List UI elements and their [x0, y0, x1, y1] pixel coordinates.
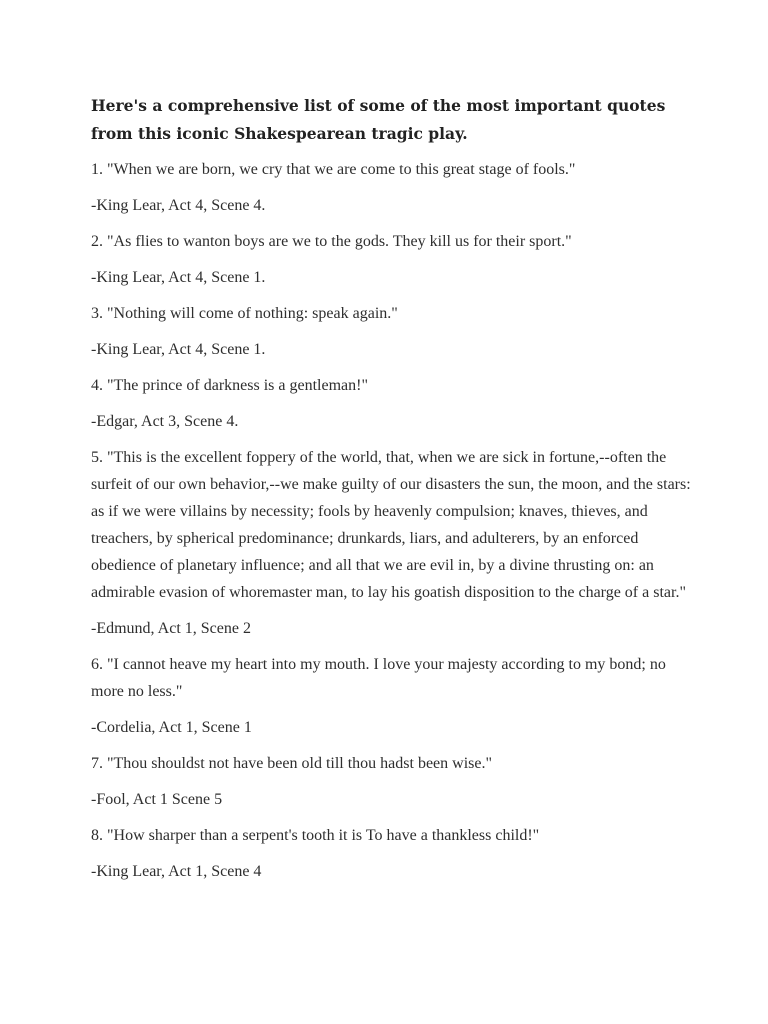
quote-5-text: 5. "This is the excellent foppery of the world, that, when we are sick in fortune,--often the surfeit of our own behavior,--we make guilty of our disasters the sun, the moon, and the stars: as if we were villains by necessity; fools by heavenly compulsion; knaves, thieves, and treachers, by spherical predominance; drunkards, liars, and adulterers, by an enforced obedience of planetary influence; and all that we are evil in, by a divine thrusting on: an admirable evasion of whoremaster man, to lay his goatish disposition to the charge of a star." [91, 449, 691, 601]
document-body [91, 92, 691, 894]
quote-3-attribution: -King Lear, Act 4, Scene 1. [91, 341, 266, 358]
quote-5-attribution: -Edmund, Act 1, Scene 2 [91, 620, 251, 637]
quote-4-attribution: -Edgar, Act 3, Scene 4. [91, 413, 239, 430]
quote-1-text: 1. "When we are born, we cry that we are come to this great stage of fools." [91, 161, 576, 178]
quote-6-text: 6. "I cannot heave my heart into my mouth. I love your majesty according to my bond; no more no less." [91, 656, 666, 700]
quote-8-text: 8. "How sharper than a serpent's tooth it is To have a thankless child!" [91, 827, 540, 844]
quote-4-text: 4. "The prince of darkness is a gentleman!" [91, 377, 368, 394]
quote-8-attribution: -King Lear, Act 1, Scene 4 [91, 863, 262, 880]
quote-2-text: 2. "As flies to wanton boys are we to the gods. They kill us for their sport." [91, 233, 572, 250]
quote-3-text: 3. "Nothing will come of nothing: speak again." [91, 305, 398, 322]
intro-heading: Here's a comprehensive list of some of the most important quotes from this iconic Shakespearean tragic play. [91, 96, 666, 143]
quote-7-text: 7. "Thou shouldst not have been old till thou hadst been wise." [91, 755, 493, 772]
quote-6-attribution: -Cordelia, Act 1, Scene 1 [91, 719, 252, 736]
quote-2-attribution: -King Lear, Act 4, Scene 1. [91, 269, 266, 286]
quote-1-attribution: -King Lear, Act 4, Scene 4. [91, 197, 266, 214]
quote-7-attribution: -Fool, Act 1 Scene 5 [91, 791, 223, 808]
